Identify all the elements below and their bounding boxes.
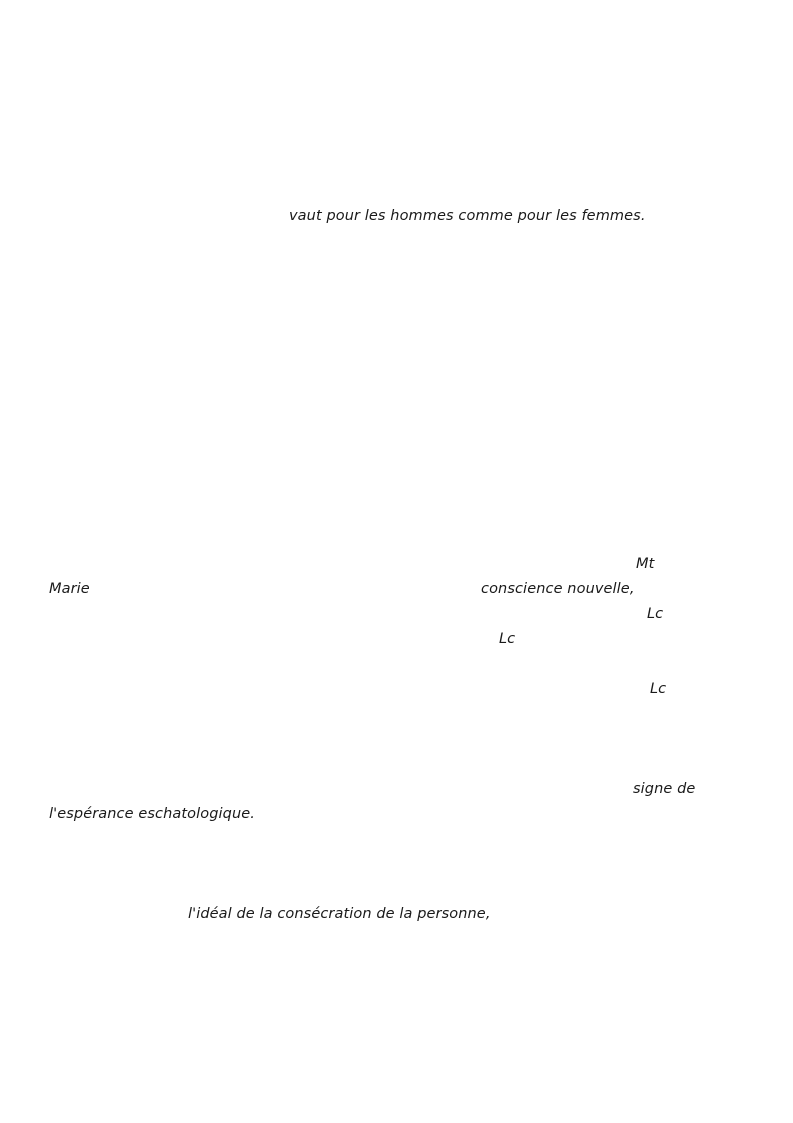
italic-fragment-lc-reference-1: Lc	[647, 606, 664, 622]
italic-fragment-esperance: l'espérance eschatologique.	[49, 806, 255, 822]
italic-fragment-marie: Marie	[49, 581, 90, 597]
italic-fragment-signe-de: signe de	[633, 781, 696, 797]
italic-fragment-conscience-nouvelle: conscience nouvelle,	[481, 581, 635, 597]
italic-fragment-femmes: vaut pour les hommes comme pour les femmes.	[289, 208, 646, 224]
italic-fragment-lc-reference-3: Lc	[650, 681, 667, 697]
italic-fragment-mt-reference: Mt	[636, 556, 655, 572]
italic-fragment-lc-reference-2: Lc	[499, 631, 516, 647]
italic-fragment-ideal-consecration: l'idéal de la consécration de la personne,	[188, 906, 491, 922]
